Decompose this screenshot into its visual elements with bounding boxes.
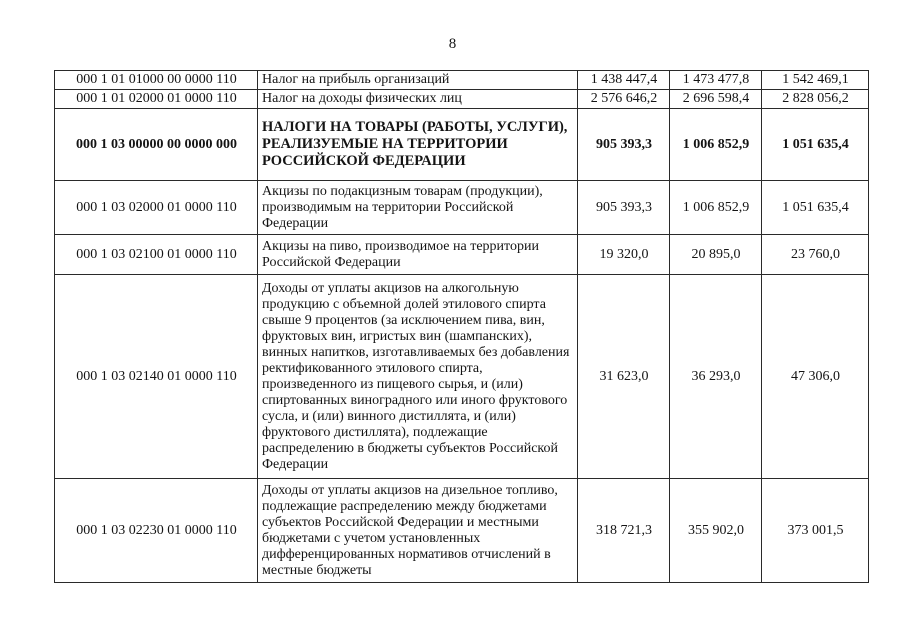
amount-year-3: 2 828 056,2 <box>762 90 869 109</box>
amount-year-2: 2 696 598,4 <box>670 90 762 109</box>
amount-year-3: 1 051 635,4 <box>762 181 869 235</box>
table-row <box>55 275 869 479</box>
amount-year-2: 1 006 852,9 <box>670 109 762 181</box>
amount-year-1: 318 721,3 <box>578 479 670 583</box>
budget-code: 000 1 03 02230 01 0000 110 <box>55 479 258 583</box>
amount-year-2: 1 006 852,9 <box>670 181 762 235</box>
budget-code: 000 1 03 02100 01 0000 110 <box>55 235 258 275</box>
amount-year-3: 1 051 635,4 <box>762 109 869 181</box>
amount-year-2: 20 895,0 <box>670 235 762 275</box>
revenue-name: Налог на доходы физических лиц <box>258 90 578 109</box>
amount-year-1: 19 320,0 <box>578 235 670 275</box>
table-row <box>55 181 869 235</box>
budget-code: 000 1 01 01000 00 0000 110 <box>55 71 258 90</box>
amount-year-3: 1 542 469,1 <box>762 71 869 90</box>
table-row <box>55 479 869 583</box>
amount-year-3: 23 760,0 <box>762 235 869 275</box>
revenue-name: НАЛОГИ НА ТОВАРЫ (РАБОТЫ, УСЛУГИ), РЕАЛИЗУЕМЫЕ НА ТЕРРИТОРИИ РОССИЙСКОЙ ФЕДЕРАЦИИ <box>258 109 578 181</box>
amount-year-3: 373 001,5 <box>762 479 869 583</box>
table-row <box>55 90 869 109</box>
budget-code: 000 1 03 00000 00 0000 000 <box>55 109 258 181</box>
amount-year-1: 2 576 646,2 <box>578 90 670 109</box>
amount-year-1: 905 393,3 <box>578 181 670 235</box>
revenue-name: Доходы от уплаты акцизов на алкогольную продукцию с объемной долей этилового спирта свыше 9 процентов (за исключением пива, вин, фруктовых вин, игристых вин (шампанских), винных напитков, изготавливаемых без добавления ректификованного этилового спирта, произведенного из пищевого сырья, и (или) спиртованных виноградного или иного фруктового сусла, и (или) винного дистиллята, и (или) фруктового дистиллята), подлежащие распределению в бюджеты субъектов Российской Федерации <box>258 275 578 479</box>
table-row <box>55 71 869 90</box>
amount-year-1: 905 393,3 <box>578 109 670 181</box>
table-row <box>55 109 869 181</box>
budget-code: 000 1 03 02140 01 0000 110 <box>55 275 258 479</box>
page-number: 8 <box>448 36 457 52</box>
amount-year-1: 31 623,0 <box>578 275 670 479</box>
revenue-name: Акцизы на пиво, производимое на территории Российской Федерации <box>258 235 578 275</box>
amount-year-1: 1 438 447,4 <box>578 71 670 90</box>
revenue-name: Акцизы по подакцизным товарам (продукции), производимым на территории Российской Федерации <box>258 181 578 235</box>
amount-year-3: 47 306,0 <box>762 275 869 479</box>
amount-year-2: 36 293,0 <box>670 275 762 479</box>
amount-year-2: 1 473 477,8 <box>670 71 762 90</box>
budget-code: 000 1 01 02000 01 0000 110 <box>55 90 258 109</box>
budget-code: 000 1 03 02000 01 0000 110 <box>55 181 258 235</box>
revenue-table <box>54 70 869 583</box>
amount-year-2: 355 902,0 <box>670 479 762 583</box>
revenue-name: Доходы от уплаты акцизов на дизельное топливо, подлежащие распределению между бюджетами субъектов Российской Федерации и местными бюджетами с учетом установленных дифференцированных нормативов отчислений в местные бюджеты <box>258 479 578 583</box>
revenue-name: Налог на прибыль организаций <box>258 71 578 90</box>
table-row <box>55 235 869 275</box>
